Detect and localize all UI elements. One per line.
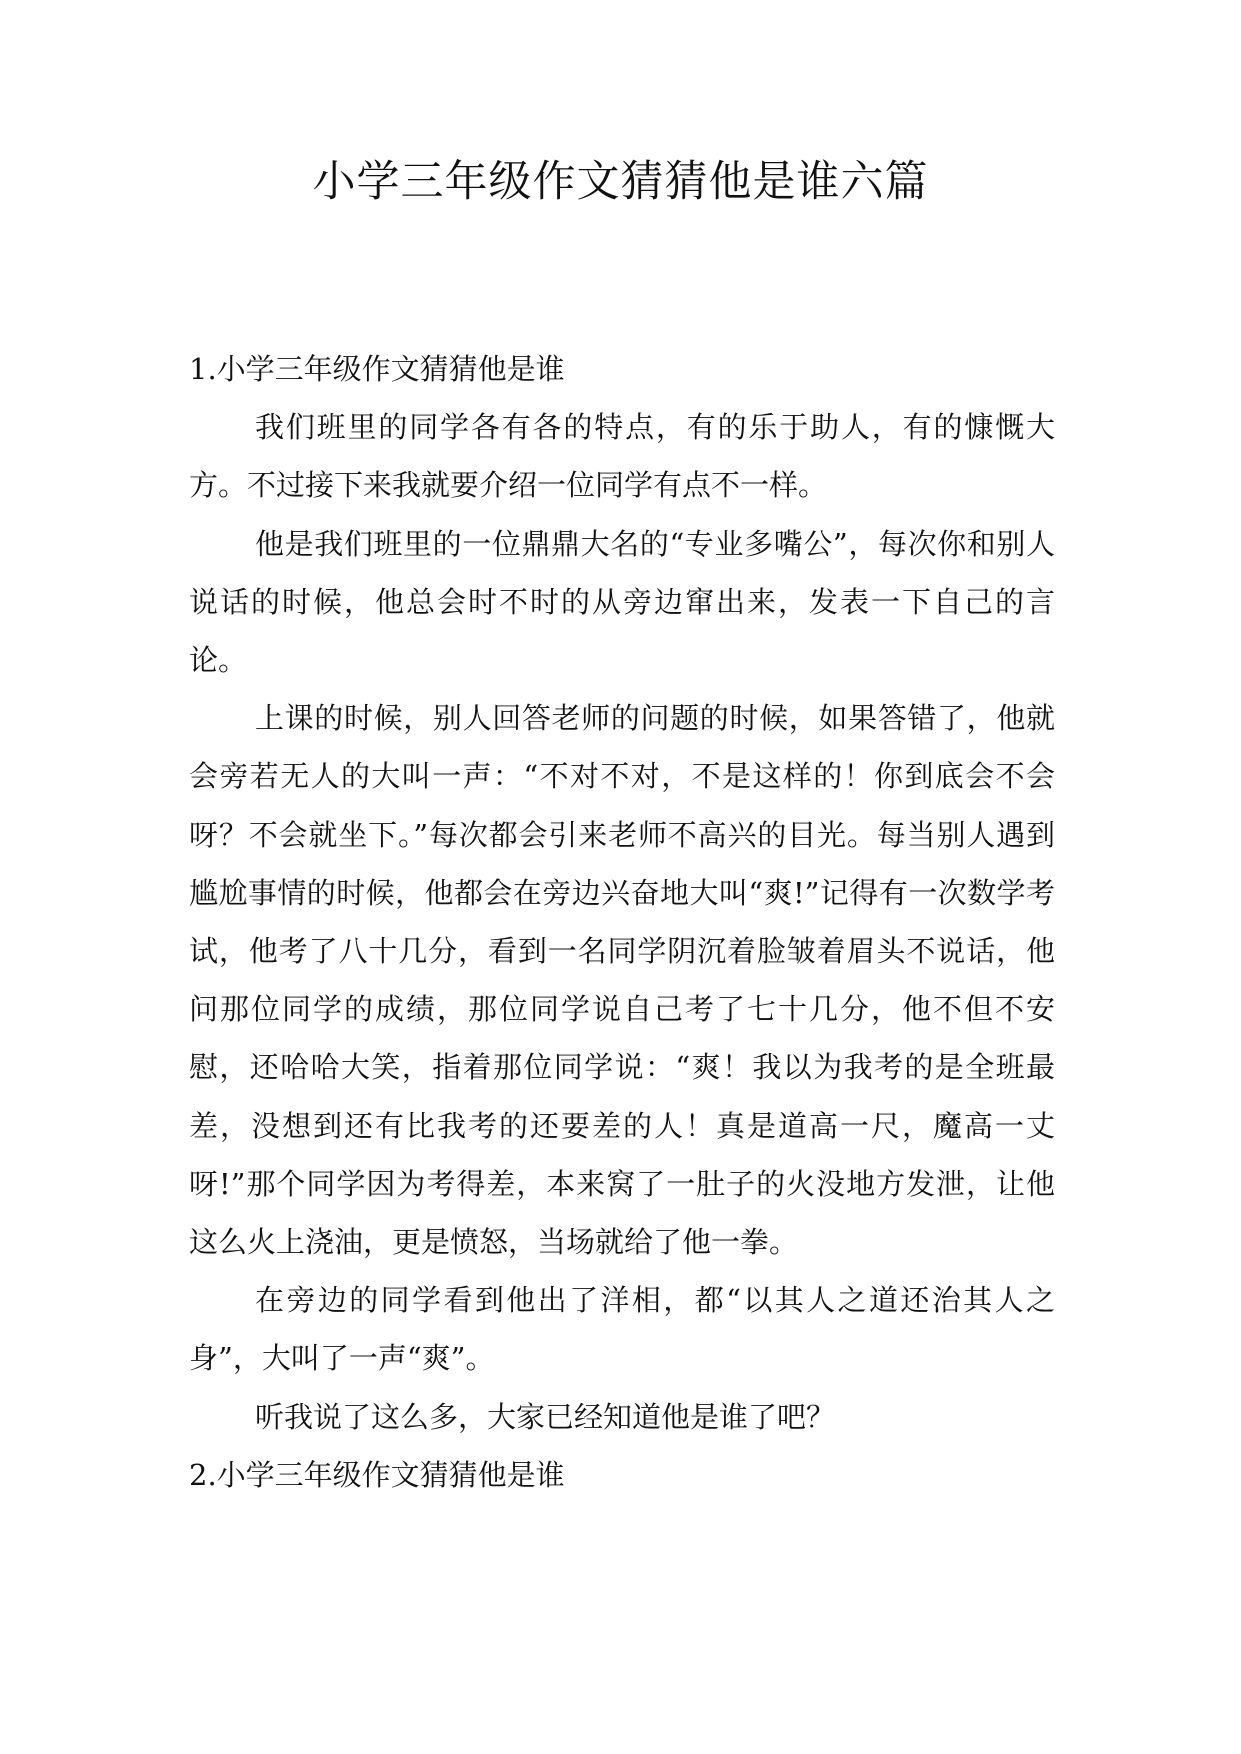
paragraph: 上课的时候，别人回答老师的问题的时候，如果答错了，他就会旁若无人的大叫一声：“不对不对，不是这样的！你到底会不会呀？不会就坐下。”每次都会引来老师不高兴的目光。每当别人遇到尴尬事情的时候，他都会在旁边兴奋地大叫“爽!”记得有一次数学考试，他考了八十几分，看到一名同学阴沉着脸皱着眉头不说话，他问那位同学的成绩，那位同学说自己考了七十几分，他不但不安慰，还哈哈大笑，指着那位同学说：“爽！我以为我考的是全班最差，没想到还有比我考的还要差的人！真是道高一尺，魔高一丈呀!”那个同学因为考得差，本来窝了一肚子的火没地方发泄，让他这么火上浇油，更是愤怒，当场就给了他一拳。 [189,701,1055,1260]
document-body [189,340,1055,1504]
section-heading-2: 2.小学三年级作文猜猜他是谁 [189,1457,565,1492]
paragraph: 听我说了这么多，大家已经知道他是谁了吧？ [255,1399,836,1434]
paragraph: 在旁边的同学看到他出了洋相，都“以其人之道还治其人之身”，大叫了一声“爽”。 [189,1283,1055,1376]
section-heading-1: 1.小学三年级作文猜猜他是谁 [189,352,565,386]
document-title: 小学三年级作文猜猜他是谁六篇 [312,157,929,207]
paragraph: 我们班里的同学各有各的特点，有的乐于助人，有的慷慨大方。不过接下来我就要介绍一位同学有点不一样。 [189,410,1055,503]
paragraph: 他是我们班里的一位鼎鼎大名的“专业多嘴公”，每次你和别人说话的时候，他总会时不时的从旁边窜出来，发表一下自己的言论。 [189,526,1055,678]
